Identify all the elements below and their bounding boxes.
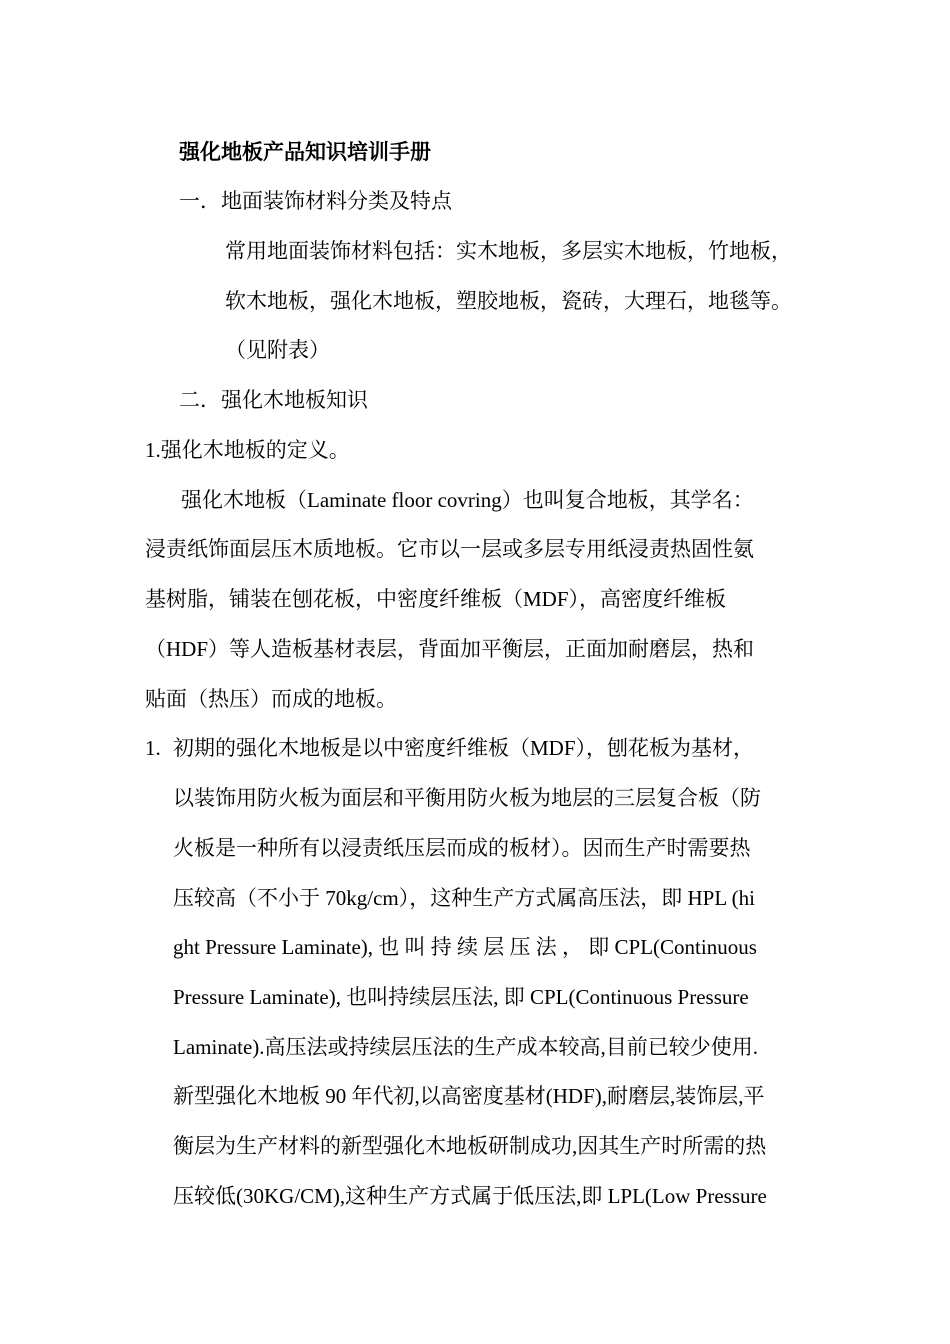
list-item-line: 初期的强化木地板是以中密度纤维板（MDF），刨花板为基材，: [173, 736, 755, 760]
paragraph-line: 贴面（热压）而成的地板。: [145, 687, 397, 711]
paragraph-line: 浸责纸饰面层压木质地板。它市以一层或多层专用纸浸责热固性氨: [145, 537, 754, 561]
document-title: 强化地板产品知识培训手册: [179, 140, 431, 164]
list-item-line: Pressure Laminate), 也叫持续层压法, 即 CPL(Continuous Pressure: [173, 985, 749, 1009]
paragraph-line: （HDF）等人造板基材表层，背面加平衡层，正面加耐磨层，热和: [145, 637, 755, 661]
list-item-line: 压较低(30KG/CM),这种生产方式属于低压法,即 LPL(Low Pressure: [173, 1184, 767, 1208]
paragraph-line: 基树脂，铺装在刨花板，中密度纤维板（MDF），高密度纤维板: [145, 587, 727, 611]
list-item-line: 以装饰用防火板为面层和平衡用防火板为地层的三层复合板（防: [173, 786, 761, 810]
paragraph-line: 常用地面装饰材料包括：实木地板，多层实木地板，竹地板，: [225, 239, 792, 263]
list-item-line: 压较高（不小于 70kg/cm），这种生产方式属高压法，即 HPL (hi: [173, 886, 755, 910]
list-item-line: 火板是一种所有以浸责纸压层而成的板材）。因而生产时需要热: [173, 836, 751, 860]
paragraph-line: （见附表）: [225, 338, 330, 362]
list-item-line: Laminate).高压法或持续层压法的生产成本较高,目前已较少使用.: [173, 1035, 759, 1059]
list-item-line: 衡层为生产材料的新型强化木地板研制成功,因其生产时所需的热: [173, 1134, 767, 1158]
list-marker: 1.: [145, 736, 161, 760]
section-heading-2: 二．强化木地板知识: [179, 388, 368, 412]
section-heading-1: 一．地面装饰材料分类及特点: [179, 189, 452, 213]
list-item-line: ght Pressure Laminate), 也 叫 持 续 层 压 法 ， 即 CPL(Continuous: [173, 935, 757, 959]
subsection-heading: 1.强化木地板的定义。: [145, 438, 350, 462]
list-item-line: 新型强化木地板 90 年代初,以高密度基材(HDF),耐磨层,装饰层,平: [173, 1084, 765, 1108]
paragraph-line: 软木地板，强化木地板，塑胶地板，瓷砖，大理石，地毯等。: [225, 289, 792, 313]
paragraph-line: 强化木地板（Laminate floor covring）也叫复合地板，其学名：: [181, 488, 754, 512]
